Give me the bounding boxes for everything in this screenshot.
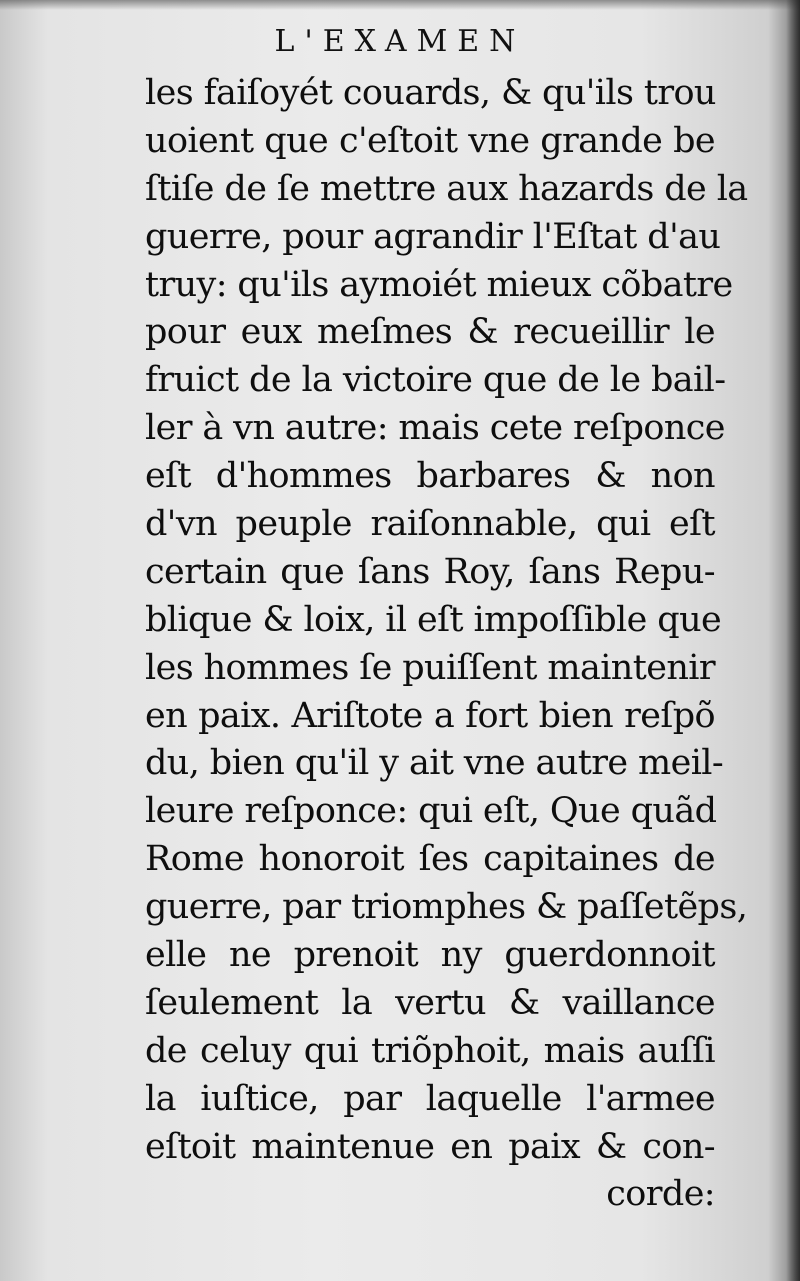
- page-top-shadow: [0, 0, 800, 10]
- text-line: les faiſoyét couards, & qu'ils trou: [145, 73, 716, 113]
- text-line: fruict de la victoire que de le bail-: [145, 360, 726, 401]
- text-line: les hommes ſe puiſſent maintenir: [145, 647, 715, 688]
- text-line: la iuſtice, par laquelle l'armee: [145, 1078, 715, 1119]
- text-line: truy: qu'ils aymoiét mieux cõbatre: [145, 264, 733, 305]
- text-line: du, bien qu'il y ait vne autre meil-: [145, 743, 724, 784]
- text-line: Rome honoroit ſes capitaines de: [145, 839, 715, 880]
- text-line: eſt d'hommes barbares & non: [145, 456, 715, 497]
- text-line: leure reſponce: qui eſt, Que quãd: [145, 791, 717, 832]
- text-line: de celuy qui triõphoit, mais auſſi: [145, 1030, 715, 1071]
- text-line: ſeulement la vertu & vaillance: [145, 982, 715, 1023]
- text-line: blique & loix, il eſt impoſſible que: [145, 599, 722, 640]
- text-line: en paix. Ariſtote a fort bien reſpõ: [145, 695, 715, 736]
- body-text: [145, 70, 748, 1219]
- text-line: certain que ſans Roy, ſans Repu-: [145, 551, 715, 592]
- text-line: eſtoit maintenue en paix & con-: [145, 1126, 715, 1167]
- text-line: ſtiſe de ſe mettre aux hazards de la: [145, 168, 748, 209]
- page-gutter-shadow: [786, 0, 800, 1281]
- text-line: guerre, pour agrandir l'Eſtat d'au: [145, 216, 721, 257]
- catchword: corde:: [606, 1174, 715, 1215]
- text-line: guerre, par triomphes & paſſetẽps,: [145, 887, 748, 928]
- text-line: ler à vn autre: mais cete reſponce: [145, 408, 725, 449]
- show-through-marginalia: [10, 985, 130, 1075]
- text-line: elle ne prenoit ny guerdonnoit: [145, 935, 715, 976]
- running-title: L'EXAMEN: [274, 24, 526, 59]
- text-line: d'vn peuple raiſonnable, qui eſt: [145, 504, 715, 545]
- text-line: pour eux meſmes & recueillir le: [145, 312, 715, 353]
- text-line: uoient que c'eſtoit vne grande be: [145, 120, 715, 161]
